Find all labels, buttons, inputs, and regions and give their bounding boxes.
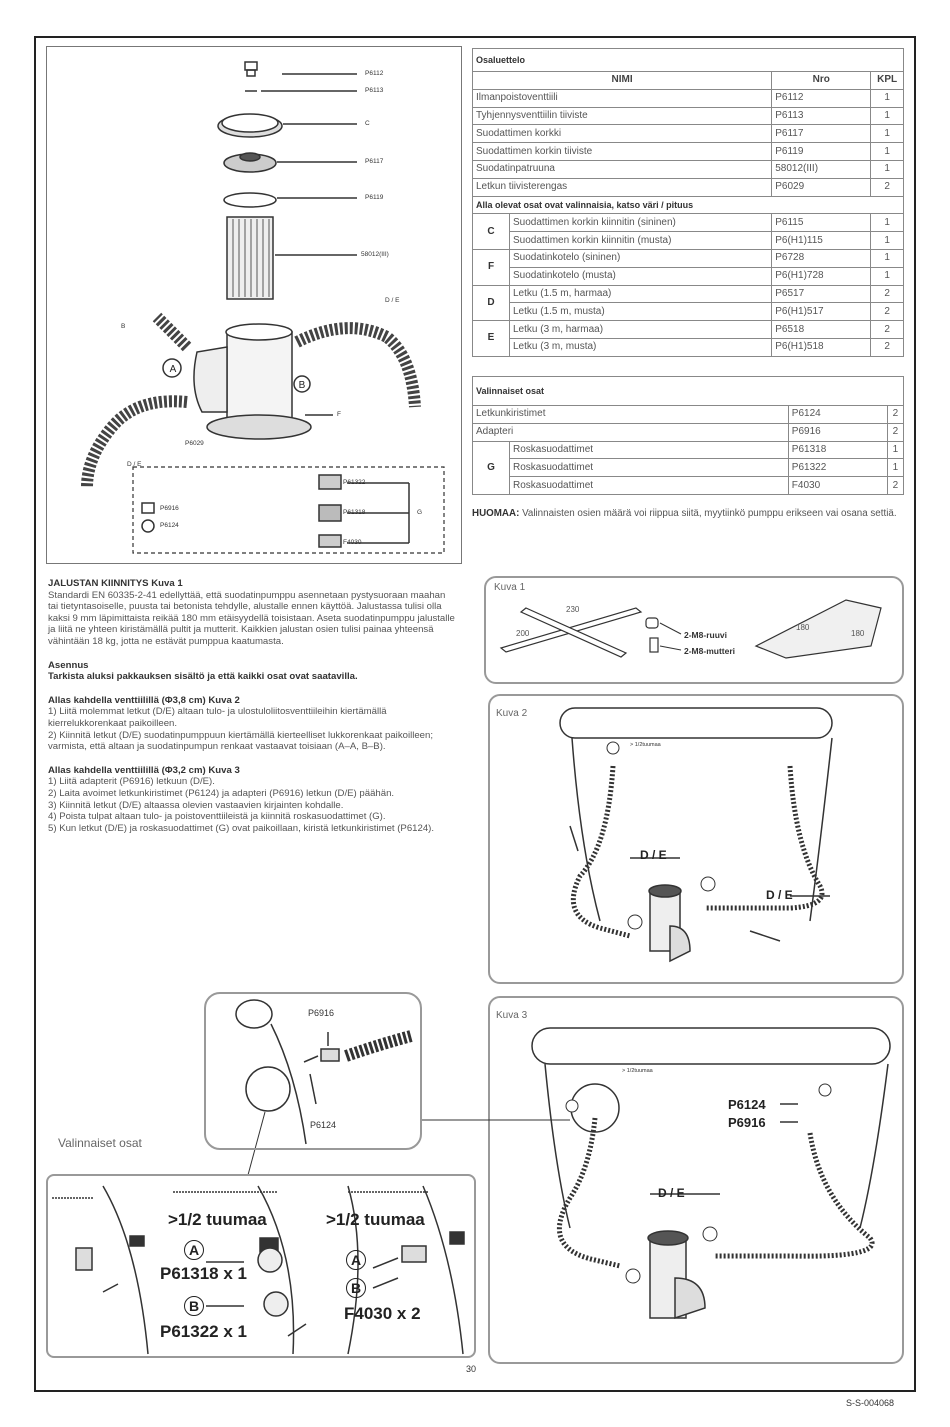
inch-label-fig3: > 1/2tuumaa (622, 1068, 653, 1074)
pool-adapter-drawing (490, 998, 901, 1361)
dim-180a: 180 (796, 623, 810, 632)
inch-label-fig2: > 1/2tuumaa (630, 742, 661, 748)
pool3-step: 3) Kiinnitä letkut (D/E) altaassa olevien vastaavien kirjainten kohdalle. (48, 799, 344, 811)
label-p61318: P61318 (343, 509, 366, 516)
note-label: HUOMAA: (472, 508, 520, 519)
instructions-text (48, 578, 458, 834)
optional-list-title: Valinnaiset osat (473, 377, 904, 406)
pool-two-valve-drawing (490, 696, 901, 981)
label-f4030: F4030 (343, 539, 362, 546)
letter-a-right: A (346, 1250, 366, 1270)
inch-right: >1/2 tuumaa (326, 1210, 425, 1229)
label-c: C (365, 120, 370, 127)
zoom-p6916: P6916 (308, 1008, 335, 1018)
pool3-step: 5) Kun letkut (D/E) ja roskasuodattimet (G) ovat paikoillaan, kiristä letkunkiristimet (P6124). (48, 822, 435, 834)
exploded-diagram (47, 47, 460, 562)
label-p6029: P6029 (185, 440, 204, 447)
label-p6113: P6113 (365, 87, 384, 94)
table-row: Suodattimen korkin kiinnitin (musta) P6(H1)115 1 (473, 232, 904, 250)
page-number: 30 (466, 1364, 477, 1374)
exploded-diagram-box (46, 46, 462, 564)
table-row: Roskasuodattimet F4030 2 (473, 477, 904, 495)
table-row: Suodatinkotelo (musta) P6(H1)728 1 (473, 267, 904, 285)
optional-caption: Valinnaiset osat (58, 1136, 142, 1150)
table-row: Letkun tiivisterengas P6029 2 (473, 178, 904, 196)
adapter-zoom (204, 992, 422, 1150)
table-row: C Suodattimen korkin kiinnitin (sininen) P6115 1 (473, 214, 904, 232)
stand-body: Standardi EN 60335-2-41 edellyttää, että suodatinpumppu asennetaan pystysuoraan maahan tai tietyntasoiselle, puusta tai betonista tehdylle, alustalle ennen käyttöä. Jalustassa tulisi olla kaksi 9 mm läpimittaista reikää 180 mm etäisyydellä toisistaan. Aseta suodatinpumppu jalustalle ja liitä ne yhteen kiristämällä pultit ja mutterit. Kaikkien jalustan osien tulisi painaa yhteensä vähintään 18 kg, jotta ne estävät pumppua kaatumasta. (48, 589, 455, 647)
svg-text:B: B (298, 380, 306, 391)
part-a-left: P61318 x 1 (160, 1264, 247, 1283)
optional-parts (46, 1174, 476, 1358)
hose-label-fig3: D / E (658, 1186, 685, 1200)
parts-list (472, 48, 904, 357)
pool3-step: 2) Laita avoimet letkunkiristimet (P6124) ja adapteri (P6916) letkun (D/E) päähän. (48, 787, 395, 799)
optional-note: Alla olevat osat ovat valinnaisia, katso väri / pituus (473, 196, 904, 214)
figure-1 (484, 576, 904, 684)
bolt-label: 2-M8-ruuvi (684, 630, 727, 640)
pool2-title: Allas kahdella venttiilillä (Φ3,8 cm) Kuva 2 (48, 694, 240, 706)
note-text: Valinnaisten osien määrä voi riippua siitä, myytiinkö pumppu erikseen vai osana settiä. (519, 508, 897, 519)
label-p6119: P6119 (365, 194, 384, 201)
zoom-p6124: P6124 (310, 1120, 337, 1130)
table-row: F Suodatinkotelo (sininen) P6728 1 (473, 249, 904, 267)
label-de-top: D / E (385, 297, 400, 304)
table-row: Letkunkiristimet P6124 2 (473, 406, 904, 424)
label-b-small: B (121, 323, 126, 330)
table-row: G Roskasuodattimet P61318 1 (473, 441, 904, 459)
optional-parts-drawing (48, 1176, 473, 1355)
pool2-step: 1) Liitä molemmat letkut (D/E) altaan tulo- ja ulostuloliitosventtiileihin kiertämällä kierrelukkorenkaat paikoilleen. (48, 706, 387, 729)
label-p6124: P6124 (160, 522, 179, 529)
header-no: Nro (772, 72, 871, 90)
figure-2 (488, 694, 904, 984)
figure-2-caption: Kuva 2 (496, 708, 528, 719)
dim-180b: 180 (851, 629, 865, 638)
label-de-bottom: D / E (127, 461, 142, 468)
table-row: E Letku (3 m, harmaa) P6518 2 (473, 321, 904, 339)
letter-a-left: A (184, 1240, 204, 1260)
dim-200: 200 (516, 629, 530, 638)
label-g: G (417, 509, 423, 516)
table-row: Adapteri P6916 2 (473, 423, 904, 441)
part-b-left: P61322 x 1 (160, 1322, 247, 1341)
table-row: Ilmanpoistoventtiili P6112 1 (473, 89, 904, 107)
label-p6916: P6916 (160, 505, 179, 512)
optional-list (472, 376, 904, 495)
letter-b-left: B (184, 1296, 204, 1316)
label-cartridge: 58012(III) (361, 251, 389, 258)
table-row: Letku (1.5 m, musta) P6(H1)517 2 (473, 303, 904, 321)
table-row: Roskasuodattimet P61322 1 (473, 459, 904, 477)
part-right: F4030 x 2 (344, 1304, 421, 1323)
nut-label: 2-M8-mutteri (684, 646, 736, 656)
pool2-step: 2) Kiinnitä letkut (D/E) suodatinpumppuun kiertämällä kierteelliset lukkorenkaat paikoilleen; varmista, että altaan ja suodatinpumpun renkaat vastaavat toisiaan (A–A, B–B). (48, 729, 434, 753)
table-row: D Letku (1.5 m, harmaa) P6517 2 (473, 285, 904, 303)
p6124-label-fig3: P6124 (728, 1097, 766, 1112)
figure-3 (488, 996, 904, 1364)
pool3-step: 1) Liitä adapterit (P6916) letkuun (D/E). (48, 776, 215, 788)
p6916-label-fig3: P6916 (728, 1115, 766, 1130)
stand-title: JALUSTAN KIINNITYS Kuva 1 (48, 578, 183, 589)
doc-code: S-S-004068 (846, 1398, 895, 1408)
label-p6112: P6112 (365, 70, 384, 77)
label-f: F (337, 411, 341, 418)
table-row: Suodattimen korkin tiiviste P6119 1 (473, 143, 904, 161)
table-row: Tyhjennysventtiilin tiiviste P6113 1 (473, 107, 904, 125)
inch-left: >1/2 tuumaa (168, 1210, 267, 1229)
note (472, 508, 904, 520)
install-sub: Tarkista aluksi pakkauksen sisältö ja että kaikki osat ovat saatavilla. (48, 671, 358, 683)
dim-230: 230 (566, 605, 580, 614)
parts-list-title: Osaluettelo (473, 49, 904, 72)
label-p61322: P61322 (343, 479, 366, 486)
figure-3-caption: Kuva 3 (496, 1010, 528, 1021)
hose-label-fig2b: D / E (766, 888, 793, 902)
svg-text:A: A (169, 364, 177, 375)
table-row: Letku (3 m, musta) P6(H1)518 2 (473, 338, 904, 356)
hose-label-fig2a: D / E (640, 848, 667, 862)
table-row: Suodattimen korkki P6117 1 (473, 125, 904, 143)
letter-b-right: B (346, 1278, 366, 1298)
figure-1-caption: Kuva 1 (494, 582, 526, 593)
install-title: Asennus (48, 659, 89, 671)
header-name: NIMI (473, 72, 772, 90)
table-row: Suodatinpatruuna 58012(III) 1 (473, 160, 904, 178)
header-qty: KPL (871, 72, 904, 90)
pool3-step: 4) Poista tulpat altaan tulo- ja poistoventtiileistä ja kiinnitä roskasuodattimet (G). (48, 811, 386, 823)
pool3-title: Allas kahdella venttiilillä (Φ3,2 cm) Kuva 3 (48, 764, 240, 776)
label-p6117: P6117 (365, 158, 384, 165)
